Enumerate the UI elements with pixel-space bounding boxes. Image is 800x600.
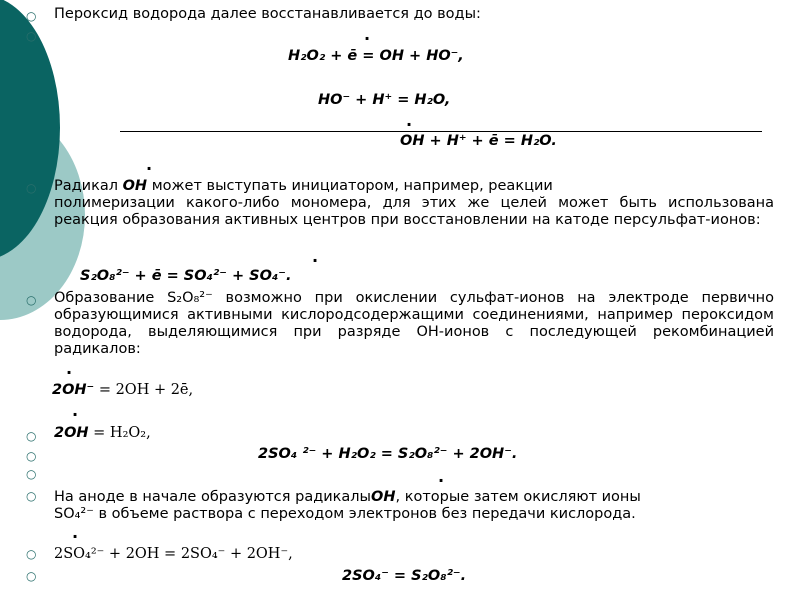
equation-3: OH + H⁺ + ē = H₂O. [400, 133, 557, 149]
radical-dot: . [72, 401, 79, 420]
bullet-icon: ○ [26, 29, 37, 43]
bullet-icon: ○ [26, 293, 37, 307]
divider-line [120, 131, 762, 132]
paragraph-1-first: может выступать инициатором, например, реакции [151, 178, 553, 194]
paragraph-3-b: , которые затем окисляют ионы [395, 489, 641, 505]
bullet-icon: ○ [26, 449, 37, 463]
paragraph-3-a: На аноде в начале образуются радикалы [54, 489, 372, 505]
radical-dot: . [72, 523, 79, 542]
paragraph-2: Образование S₂O₈²⁻ возможно при окислении сульфат-ионов на электроде первично образующимися активными кислородсодержащими соединениями, например пероксидом водорода, выделяющимися при разряде OH-ионов с последующей рекомбинацией радикалов: [54, 290, 774, 357]
paragraph-3-line-2: SO₄²⁻ в объеме раствора с переходом электронов без передачи кислорода. [54, 506, 636, 522]
paragraph-1-rest: полимеризации какого-либо мономера, для этих же целей может быть использована реакция образования активных центров при восстановлении на катоде персульфат-ионов: [54, 195, 774, 228]
radical-oh: OH [122, 178, 148, 194]
equation-6-right: = H₂O₂, [88, 425, 151, 441]
bullet-icon: ○ [26, 547, 37, 561]
bullet-icon: ○ [26, 429, 37, 443]
radical-dot: . [406, 111, 413, 130]
radical-dot: . [66, 359, 73, 378]
equation-2: HO⁻ + H⁺ = H₂O, [318, 92, 451, 108]
radical-label: Радикал [54, 178, 118, 194]
radical-dot: . [364, 25, 371, 44]
equation-9: 2SO₄⁻ = S₂O₈²⁻. [342, 568, 467, 584]
radical-dot: . [146, 155, 153, 174]
equation-7: 2SO₄ ²⁻ + H₂O₂ = S₂O₈²⁻ + 2OH⁻. [258, 446, 518, 462]
equation-6-left: 2OH [54, 425, 89, 441]
bullet-icon: ○ [26, 181, 37, 195]
intro-line: Пероксид водорода далее восстанавливается до воды: [54, 6, 481, 22]
equation-5-left: 2OH⁻ [52, 382, 95, 398]
paragraph-1-line-1 [54, 178, 553, 195]
equation-4: S₂O₈²⁻ + ē = SO₄²⁻ + SO₄⁻. [80, 268, 292, 284]
paragraph-3-oh: OH [371, 489, 396, 505]
bullet-icon: ○ [26, 489, 37, 503]
bullet-icon: ○ [26, 9, 37, 23]
equation-6 [54, 425, 151, 442]
radical-dot: . [438, 467, 445, 486]
bullet-icon: ○ [26, 467, 37, 481]
bullet-icon: ○ [26, 569, 37, 583]
paragraph-3-line-1 [54, 489, 641, 506]
equation-1: H₂O₂ + ē = OH + HO⁻, [288, 48, 464, 64]
radical-dot: . [312, 247, 319, 266]
equation-5 [52, 382, 193, 399]
equation-8: 2SO₄²⁻ + 2OH = 2SO₄⁻ + 2OH⁻, [54, 546, 293, 562]
equation-5-right: = 2OH + 2ē, [94, 382, 194, 398]
